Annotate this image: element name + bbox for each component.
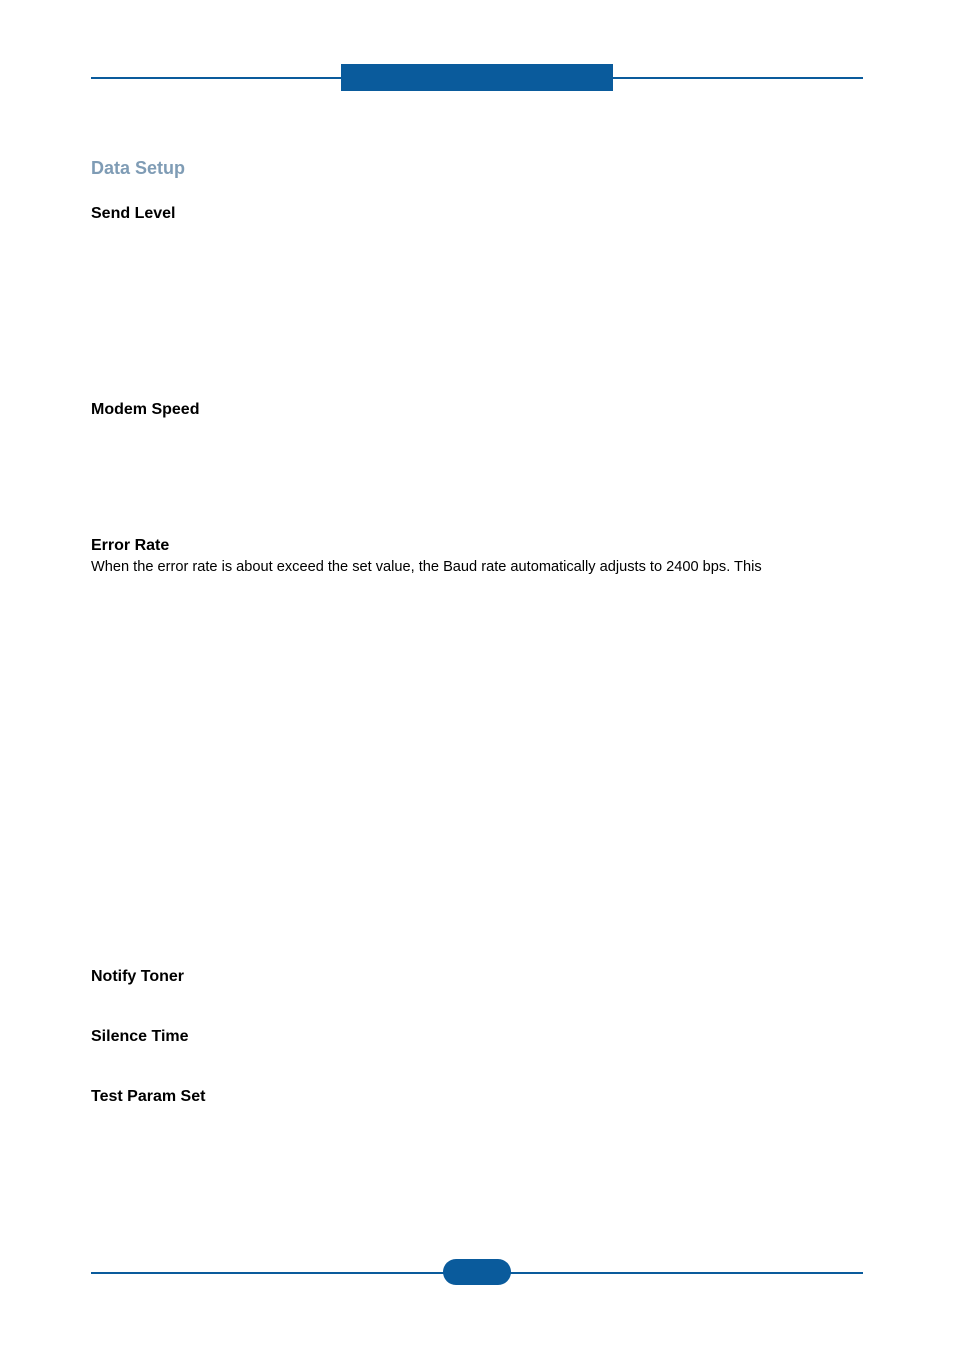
page-number-badge: [443, 1259, 511, 1285]
heading-notify-toner: Notify Toner: [91, 968, 185, 985]
header-tab: [341, 64, 613, 91]
heading-error-rate: Error Rate: [91, 537, 170, 554]
error-rate-description: When the error rate is about exceed the set value, the Baud rate automatically adjusts to 2400 bps. This: [91, 559, 762, 575]
heading-modem-speed: Modem Speed: [91, 401, 200, 418]
heading-silence-time: Silence Time: [91, 1028, 189, 1045]
heading-test-param-set: Test Param Set: [91, 1088, 206, 1105]
heading-send-level: Send Level: [91, 205, 176, 222]
section-title: Data Setup: [91, 158, 186, 178]
